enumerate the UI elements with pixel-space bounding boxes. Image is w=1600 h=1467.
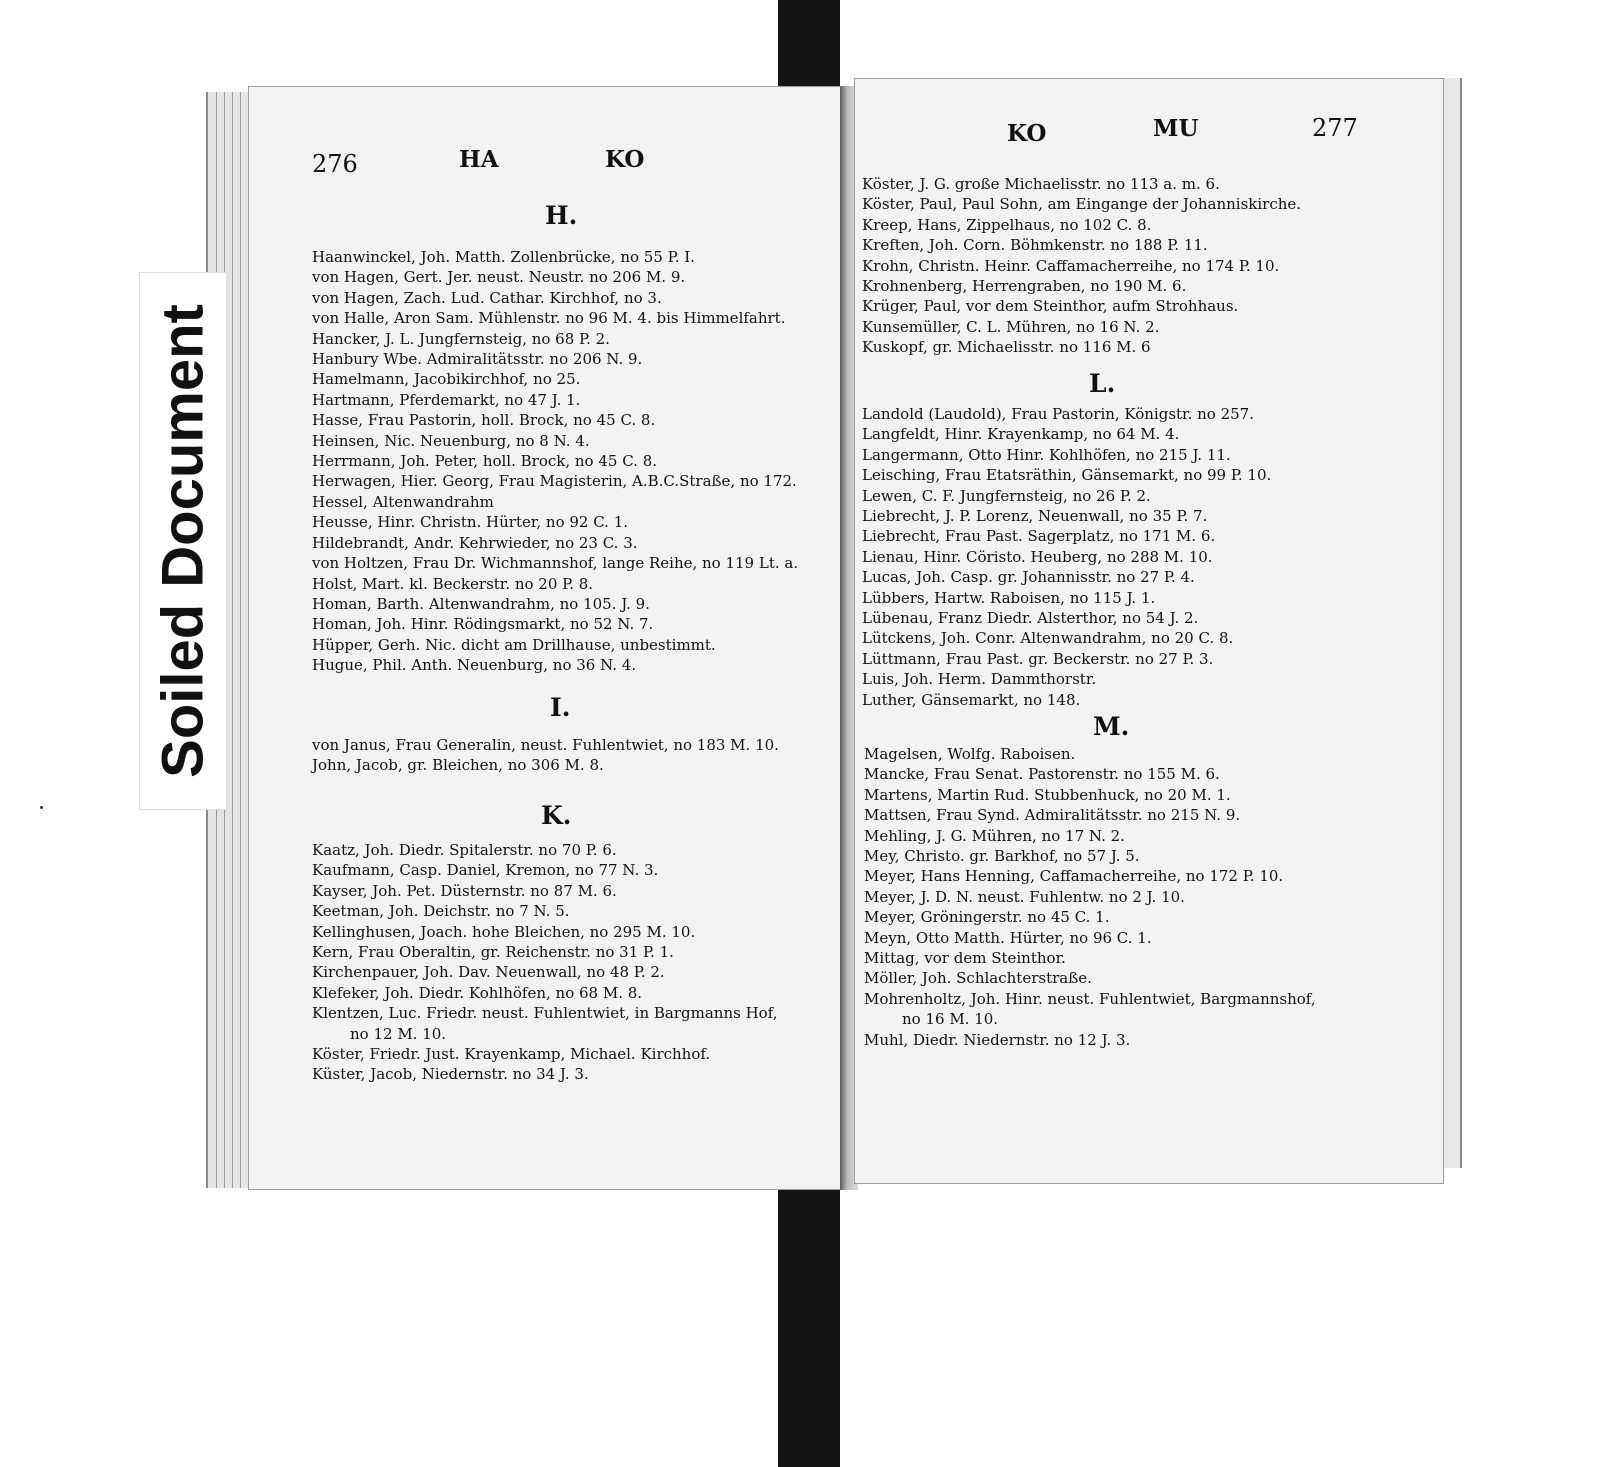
list-item: Kellinghusen, Joach. hohe Bleichen, no 295 M. 10.	[312, 922, 696, 941]
list-item: Heusse, Hinr. Christn. Hürter, no 92 C. 1.	[312, 513, 629, 532]
binding-strip-bottom	[778, 1176, 840, 1467]
list-item: Lewen, C. F. Jungfernsteig, no 26 P. 2.	[862, 486, 1151, 505]
list-item: Lübbers, Hartw. Raboisen, no 115 J. 1.	[862, 588, 1156, 607]
list-item: von Holtzen, Frau Dr. Wichmannshof, lange Reihe, no 119 Lt. a.	[312, 554, 799, 573]
list-item: Mattsen, Frau Synd. Admiralitätsstr. no 215 N. 9.	[864, 806, 1241, 825]
list-item: Kreften, Joh. Corn. Böhmkenstr. no 188 P. 11.	[862, 236, 1208, 255]
list-item: Hamelmann, Jacobikirchhof, no 25.	[312, 370, 581, 389]
list-item: Lüttmann, Frau Past. gr. Beckerstr. no 27 P. 3.	[862, 649, 1214, 668]
speck	[40, 806, 43, 809]
list-item: Köster, Friedr. Just. Krayenkamp, Michael. Kirchhof.	[312, 1045, 711, 1064]
list-item: Landold (Laudold), Frau Pastorin, Königstr. no 257.	[862, 405, 1254, 423]
list-item: Klentzen, Luc. Friedr. neust. Fuhlentwiet, in Bargmanns Hof,	[312, 1004, 778, 1023]
list-item: Liebrecht, Frau Past. Sagerplatz, no 171 M. 6.	[862, 527, 1216, 546]
list-item: Küster, Jacob, Niedernstr. no 34 J. 3.	[312, 1065, 589, 1084]
list-item: Keetman, Joh. Deichstr. no 7 N. 5.	[312, 902, 570, 921]
entry-list-k-continued	[862, 174, 1301, 358]
list-item: von Hagen, Zach. Lud. Cathar. Kirchhof, no 3.	[312, 288, 662, 307]
list-item: Hancker, J. L. Jungfernsteig, no 68 P. 2.	[312, 329, 610, 348]
list-item: Hildebrandt, Andr. Kehrwieder, no 23 C. 3.	[312, 533, 638, 552]
list-item: Hanbury Wbe. Admiralitätsstr. no 206 N. 9.	[312, 350, 643, 369]
entry-list-l	[862, 404, 1271, 710]
list-item: no 12 M. 10.	[350, 1024, 447, 1043]
list-item: Leisching, Frau Etatsräthin, Gänsemarkt, no 99 P. 10.	[862, 466, 1272, 485]
list-item: John, Jacob, gr. Bleichen, no 306 M. 8.	[312, 756, 604, 775]
list-item: Mehling, J. G. Mühren, no 17 N. 2.	[864, 826, 1125, 845]
list-item: Klefeker, Joh. Diedr. Kohlhöfen, no 68 M. 8.	[312, 983, 643, 1002]
list-item: Mittag, vor dem Steinthor.	[864, 949, 1066, 968]
list-item: Kayser, Joh. Pet. Düsternstr. no 87 M. 6.	[312, 881, 617, 900]
list-item: Kuskopf, gr. Michaelisstr. no 116 M. 6	[862, 338, 1151, 357]
section-letter-k: K.	[541, 801, 572, 830]
entry-list-m	[864, 744, 1316, 1050]
right-header-start: KO	[1007, 120, 1047, 147]
list-item: Homan, Barth. Altenwandrahm, no 105. J. 9.	[312, 594, 650, 613]
list-item: Kirchenpauer, Joh. Dav. Neuenwall, no 48 P. 2.	[312, 963, 665, 982]
right-page-number: 277	[1312, 114, 1358, 142]
entry-list-h	[312, 247, 798, 676]
left-header-start: HA	[459, 146, 499, 173]
right-header-end: MU	[1153, 115, 1199, 142]
list-item: Meyer, Gröningerstr. no 45 C. 1.	[864, 908, 1110, 927]
list-item: Herrmann, Joh. Peter, holl. Brock, no 45 C. 8.	[312, 452, 657, 471]
list-item: Luis, Joh. Herm. Dammthorstr.	[862, 670, 1097, 689]
list-item: Mancke, Frau Senat. Pastorenstr. no 155 M. 6.	[864, 765, 1220, 784]
list-item: Meyer, Hans Henning, Caffamacherreihe, no 172 P. 10.	[864, 867, 1284, 886]
list-item: Kaufmann, Casp. Daniel, Kremon, no 77 N. 3.	[312, 861, 659, 880]
entry-list-i	[312, 735, 779, 776]
list-item: Kaatz, Joh. Diedr. Spitalerstr. no 70 P. 6.	[312, 841, 617, 859]
list-item: Meyer, J. D. N. neust. Fuhlentw. no 2 J. 10.	[864, 887, 1185, 906]
section-letter-h: H.	[545, 201, 578, 230]
list-item: Kreep, Hans, Zippelhaus, no 102 C. 8.	[862, 215, 1152, 234]
list-item: von Hagen, Gert. Jer. neust. Neustr. no 206 M. 9.	[312, 268, 686, 287]
list-item: Lienau, Hinr. Cöristo. Heuberg, no 288 M. 10.	[862, 547, 1213, 566]
list-item: Möller, Joh. Schlachterstraße.	[864, 969, 1092, 988]
list-item: Magelsen, Wolfg. Raboisen.	[864, 745, 1076, 763]
list-item: Kunsemüller, C. L. Mühren, no 16 N. 2.	[862, 317, 1160, 336]
soiled-document-label: Soiled Document	[150, 304, 216, 778]
list-item: Köster, Paul, Paul Sohn, am Eingange der Johanniskirche.	[862, 195, 1302, 214]
entry-list-k	[312, 840, 777, 1085]
list-item: Langfeldt, Hinr. Krayenkamp, no 64 M. 4.	[862, 425, 1180, 444]
list-item: Muhl, Diedr. Niedernstr. no 12 J. 3.	[864, 1030, 1131, 1049]
list-item: Hessel, Altenwandrahm	[312, 492, 494, 511]
list-item: Hasse, Frau Pastorin, holl. Brock, no 45 C. 8.	[312, 411, 656, 430]
section-letter-m: M.	[1093, 712, 1130, 741]
list-item: Köster, J. G. große Michaelisstr. no 113 a. m. 6.	[862, 175, 1220, 193]
list-item: Haanwinckel, Joh. Matth. Zollenbrücke, no 55 P. I.	[312, 248, 695, 266]
list-item: Hugue, Phil. Anth. Neuenburg, no 36 N. 4.	[312, 656, 637, 675]
list-item: von Janus, Frau Generalin, neust. Fuhlentwiet, no 183 M. 10.	[312, 736, 779, 754]
binding-strip-top	[778, 0, 840, 96]
list-item: Liebrecht, J. P. Lorenz, Neuenwall, no 35 P. 7.	[862, 507, 1208, 526]
list-item: Holst, Mart. kl. Beckerstr. no 20 P. 8.	[312, 574, 594, 593]
section-letter-i: I.	[550, 693, 571, 722]
list-item: Lütckens, Joh. Conr. Altenwandrahm, no 20 C. 8.	[862, 629, 1234, 648]
list-item: von Halle, Aron Sam. Mühlenstr. no 96 M. 4. bis Himmelfahrt.	[312, 309, 786, 328]
list-item: Herwagen, Hier. Georg, Frau Magisterin, A.B.C.Straße, no 172.	[312, 472, 797, 491]
list-item: Homan, Joh. Hinr. Rödingsmarkt, no 52 N. 7.	[312, 615, 654, 634]
list-item: Mohrenholtz, Joh. Hinr. neust. Fuhlentwiet, Bargmannshof,	[864, 989, 1316, 1008]
list-item: Krohnenberg, Herrengraben, no 190 M. 6.	[862, 277, 1187, 296]
list-item: Luther, Gänsemarkt, no 148.	[862, 690, 1081, 709]
list-item: Heinsen, Nic. Neuenburg, no 8 N. 4.	[312, 431, 590, 450]
list-item: Langermann, Otto Hinr. Kohlhöfen, no 215 J. 11.	[862, 445, 1231, 464]
list-item: Lucas, Joh. Casp. gr. Johannisstr. no 27 P. 4.	[862, 568, 1195, 587]
left-header-end: KO	[605, 146, 645, 173]
section-letter-l: L.	[1089, 369, 1116, 398]
list-item: Lübenau, Franz Diedr. Alsterthor, no 54 J. 2.	[862, 609, 1199, 628]
left-page-number: 276	[312, 150, 358, 178]
list-item: Kern, Frau Oberaltin, gr. Reichenstr. no 31 P. 1.	[312, 943, 674, 962]
list-item: Hartmann, Pferdemarkt, no 47 J. 1.	[312, 390, 581, 409]
list-item: Krohn, Christn. Heinr. Caffamacherreihe, no 174 P. 10.	[862, 256, 1280, 275]
list-item: Meyn, Otto Matth. Hürter, no 96 C. 1.	[864, 928, 1152, 947]
list-item: Hüpper, Gerh. Nic. dicht am Drillhause, unbestimmt.	[312, 635, 716, 654]
list-item: Krüger, Paul, vor dem Steinthor, aufm Strohhaus.	[862, 297, 1239, 316]
list-item: Mey, Christo. gr. Barkhof, no 57 J. 5.	[864, 847, 1140, 866]
list-item: no 16 M. 10.	[902, 1010, 999, 1029]
list-item: Martens, Martin Rud. Stubbenhuck, no 20 M. 1.	[864, 785, 1231, 804]
